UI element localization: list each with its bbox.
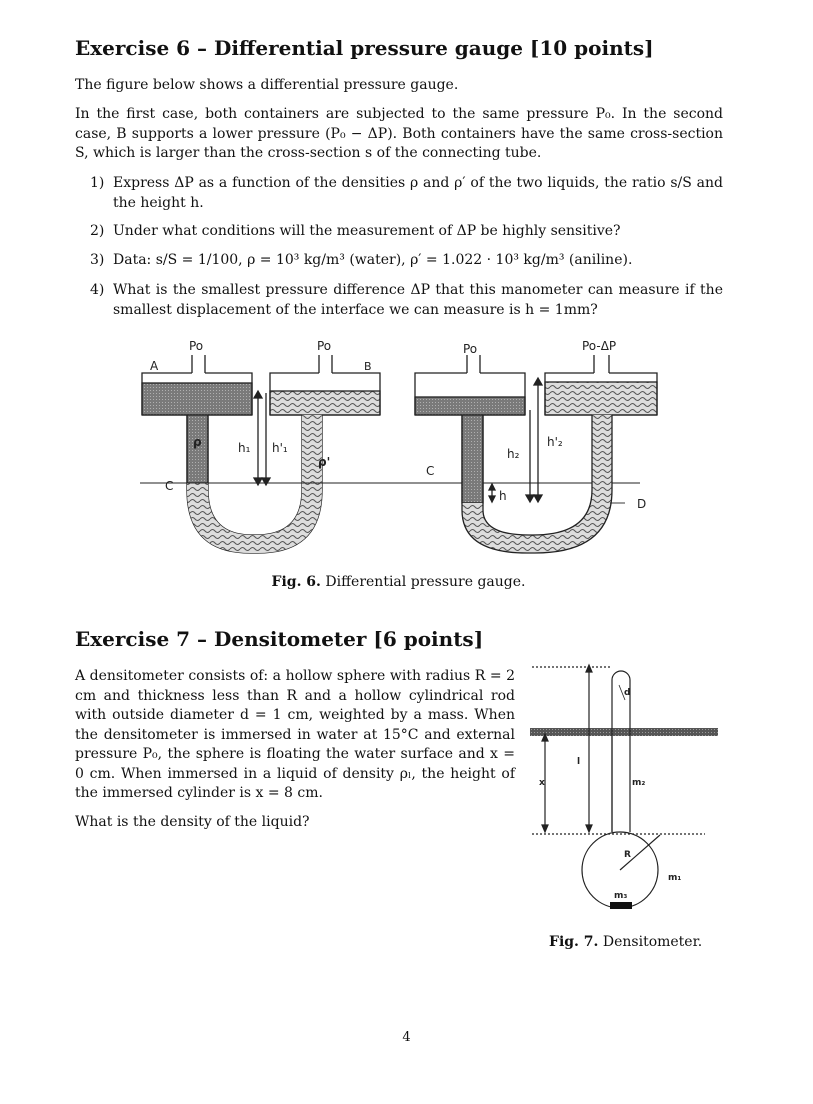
differential-pressure-gauge-figure [130, 332, 670, 567]
ex6-intro: The figure below shows a differential pressure gauge. [75, 77, 459, 93]
caption-text: Densitometer. [602, 934, 703, 950]
label-radius: R [624, 850, 631, 860]
liquid-surface [530, 728, 718, 736]
label-h: h [499, 489, 507, 503]
label-d: D [637, 497, 647, 511]
label-rho-prime: ρ' [318, 455, 331, 469]
question-text: Data: s/S = 1/100, ρ = 10³ kg/m³ (water), ρ′ = 1.022 · 10³ kg/m³ (aniline). [113, 252, 633, 268]
label-l: l [577, 757, 581, 767]
container-b-fill [270, 391, 380, 415]
label-p0-c: Po [463, 342, 478, 356]
label-h1-prime: h'₁ [272, 441, 288, 455]
exercise-7-title: Exercise 7 – Densitometer [6 points] [75, 627, 484, 651]
label-m3: m₃ [614, 891, 628, 901]
label-a: A [150, 359, 159, 373]
question-number: 3) [90, 252, 105, 268]
exercise-6-title: Exercise 6 – Differential pressure gauge [10 points] [75, 36, 654, 60]
caption-label: Fig. 7. [549, 934, 599, 950]
ex6-question-4 [90, 281, 723, 320]
label-p0-a: Po [189, 339, 204, 353]
label-p0-minus-dp: Po-ΔP [582, 339, 617, 353]
ex7-description: A densitometer consists of: a hollow sphere with radius R = 2 cm and thickness less than R and a hollow cylindrical rod with outside diameter d = 1 cm, weighted by a mass. When the densitometer is immersed in water at 15°C and external pressure P₀, the sphere is floating the water surface and x = 0 cm. When immersed in a liquid of density ρₗ, the height of the immersed cylinder is x = 8 cm. [75, 668, 515, 801]
question-text: What is the smallest pressure difference ΔP that this manometer can measure if the smallest displacement of the interface we can measure is h = 1mm? [113, 282, 723, 318]
label-c-left: C [165, 479, 174, 493]
page-number: 4 [402, 1030, 411, 1045]
ex6-question-1 [90, 174, 723, 213]
container-right-gauge-fill [545, 382, 657, 415]
caption-label: Fig. 6. [271, 574, 321, 590]
label-h1: h₁ [238, 441, 251, 455]
label-m1: m₁ [668, 873, 682, 883]
label-p0-b: Po [317, 339, 332, 353]
question-text: Under what conditions will the measurement of ΔP be highly sensitive? [113, 223, 621, 239]
figure-7-caption [549, 934, 702, 950]
question-number: 1) [90, 175, 105, 191]
container-a-fill [142, 383, 252, 415]
container-left-right-gauge-fill [415, 397, 525, 415]
label-x: x [539, 778, 545, 788]
label-h2: h₂ [507, 447, 520, 461]
left-tube-dark-liquid [187, 415, 208, 483]
figure-6-caption [0, 574, 797, 590]
label-d-diameter: d [624, 688, 631, 698]
right-u-tube-light-liquid [462, 415, 612, 553]
label-c-right: C [426, 464, 435, 478]
label-rho: ρ [193, 435, 202, 449]
question-text: Express ΔP as a function of the densities ρ and ρ′ of the two liquids, the ratio s/S and the height h. [113, 175, 723, 211]
question-number: 2) [90, 223, 105, 239]
label-b: B [364, 360, 372, 373]
question-number: 4) [90, 282, 105, 298]
ex6-question-2 [90, 222, 723, 242]
caption-text: Differential pressure gauge. [325, 574, 526, 590]
ex6-question-3 [90, 251, 723, 271]
densitometer-figure [528, 655, 723, 925]
right-tube-dark-liquid [462, 415, 483, 503]
ex7-question: What is the density of the liquid? [75, 814, 310, 830]
label-h2-prime: h'₂ [547, 435, 563, 449]
weight-mass [610, 902, 632, 909]
label-m2: m₂ [632, 778, 646, 788]
ex6-description: In the first case, both containers are subjected to the same pressure P₀. In the second case, B supports a lower pressure (P₀ − ΔP). Both containers have the same cross-section S, which is larger than the cross-section s of the connecting tube. [75, 106, 723, 161]
